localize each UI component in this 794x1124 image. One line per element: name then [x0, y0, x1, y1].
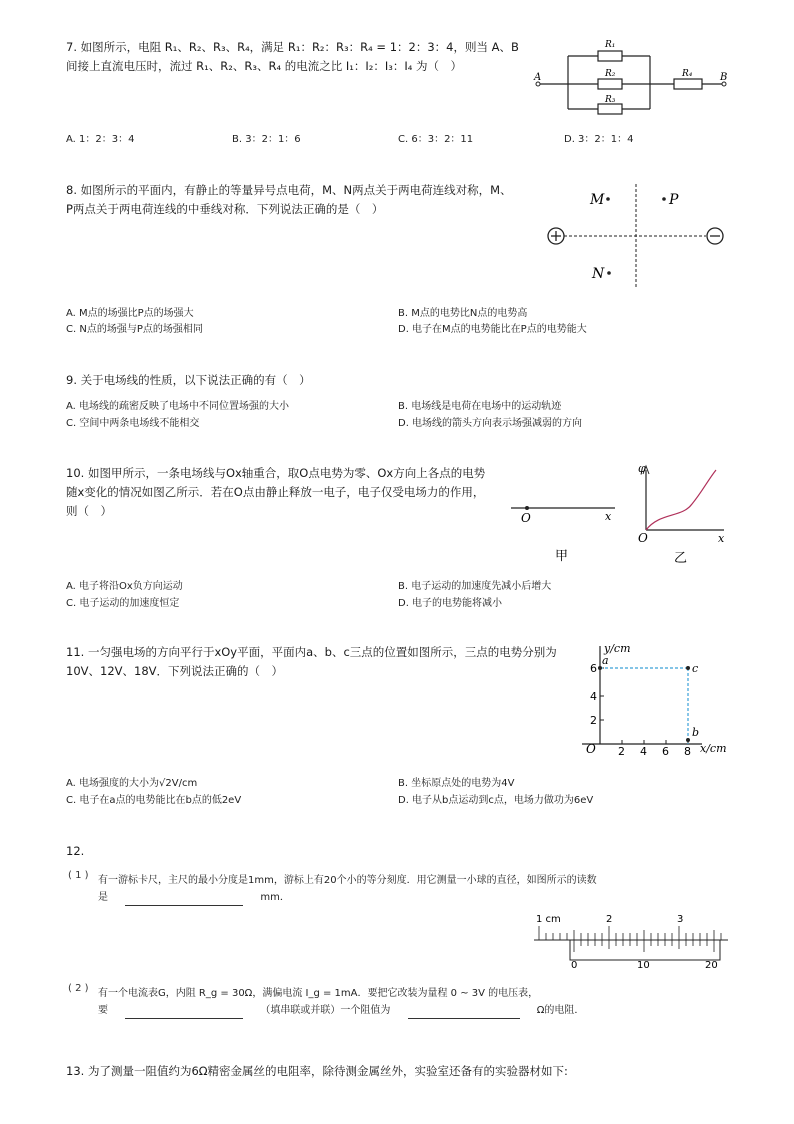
yi-phi-label: φ — [638, 462, 646, 475]
yi-potential-curve — [646, 470, 716, 530]
point-b-dot — [686, 738, 690, 742]
q12-part2-mid: （填串联或并联）一个阻值为 — [260, 1005, 391, 1016]
q11-option-b[interactable]: B. 坐标原点处的电势为4V — [398, 778, 515, 789]
q11-coordinate-figure — [578, 640, 728, 758]
q11-xtick-8: 8 — [684, 745, 691, 758]
q10-option-b[interactable]: B. 电子运动的加速度先减小后增大 — [398, 581, 552, 592]
main-scale-label-2: 2 — [606, 914, 613, 925]
r1-label: R₁ — [605, 40, 616, 50]
q7-option-b[interactable]: B. 3：2：1：6 — [232, 134, 301, 145]
point-m-label: M — [590, 192, 605, 208]
q9-option-c[interactable]: C. 空间中两条电场线不能相交 — [66, 418, 200, 429]
r4-resistor — [674, 79, 702, 89]
point-n-label: N — [592, 266, 605, 282]
main-scale-label-1cm: 1 cm — [536, 914, 561, 925]
q9-option-d[interactable]: D. 电场线的箭头方向表示场强减弱的方向 — [398, 418, 583, 429]
vernier-slider — [570, 940, 720, 960]
q10-option-d[interactable]: D. 电子的电势能将减小 — [398, 598, 503, 609]
q8-option-c[interactable]: C. N点的场强与P点的场强相同 — [66, 324, 203, 335]
q12-part2-text — [98, 985, 698, 1019]
q10-stem-line3: 则（ ） — [66, 504, 112, 518]
origin-dot — [525, 506, 529, 510]
q9-stem — [66, 371, 531, 390]
q12-part2-line2 — [98, 1002, 698, 1019]
q9-option-b[interactable]: B. 电场线是电荷在电场中的运动轨迹 — [398, 401, 562, 412]
q11-stem-line1: 11. 一匀强电场的方向平行于xOy平面，平面内a、b、c三点的位置如图所示，三点的电势分别为 — [66, 645, 557, 659]
q8-option-a[interactable]: A. M点的场强比P点的场强大 — [66, 308, 194, 319]
terminal-b-label: B — [720, 72, 728, 83]
q12-part2-line1: 有一个电流表G，内阻 R_g = 30Ω，满偏电流 I_g = 1mA．要把它改装为量程 0 ~ 3V 的电压表， — [98, 988, 539, 999]
q11-x-axis-label: x/cm — [700, 742, 727, 755]
q7-option-c[interactable]: C. 6：3：2：11 — [398, 134, 474, 145]
q8-charges-diagram — [540, 180, 730, 292]
q11-xtick-6: 6 — [662, 745, 669, 758]
q12-number: 12. — [66, 844, 85, 858]
q13-stem — [66, 1062, 666, 1081]
q11-option-d[interactable]: D. 电子从b点运动到c点，电场力做功为6eV — [398, 795, 594, 806]
q12-part2-post: Ω的电阻． — [536, 1005, 585, 1016]
jia-x-label: x — [605, 510, 612, 523]
q7-stem-line1: 7. 如图所示，电阻 R₁、R₂、R₃、R₄，满足 R₁：R₂：R₃：R₄ = 1：2：3：4，则当 A、B — [66, 40, 519, 54]
r3-label: R₃ — [605, 95, 616, 105]
vernier-caliper-figure — [532, 910, 732, 972]
q8-option-d[interactable]: D. 电子在M点的电势能比在P点的电势能大 — [398, 324, 587, 335]
q9-stem-line1: 9. 关于电场线的性质，以下说法正确的有（ ） — [66, 373, 311, 387]
point-n-dot — [607, 271, 611, 275]
yi-x-label: x — [718, 532, 725, 545]
q7-circuit-diagram — [532, 36, 732, 116]
q8-option-b[interactable]: B. M点的电势比N点的电势高 — [398, 308, 528, 319]
r4-label: R₄ — [682, 69, 693, 79]
r2-resistor — [598, 79, 622, 89]
vernier-label-20: 20 — [705, 960, 718, 971]
point-m-dot — [606, 197, 610, 201]
r1-resistor — [598, 51, 622, 61]
q7-option-d[interactable]: D. 3：2：1：4 — [564, 134, 634, 145]
yi-caption: 乙 — [674, 551, 688, 566]
q12-part1-number: ( 1 ) — [68, 870, 89, 881]
q11-xtick-2: 2 — [618, 745, 625, 758]
positive-charge-icon — [548, 228, 564, 244]
q11-ytick-6: 6 — [590, 662, 597, 675]
terminal-a-label: A — [534, 72, 542, 83]
yi-origin-label: O — [638, 531, 648, 545]
q12-part2-connection-blank[interactable] — [125, 1006, 243, 1019]
q7-stem-line2: 间接上直流电压时，流过 R₁、R₂、R₃、R₄ 的电流之比 I₁：I₂：I₃：I₄ 为（ ） — [66, 59, 463, 73]
q10-figure-yi-graph — [630, 460, 730, 568]
point-p-dot — [662, 197, 666, 201]
q10-option-c[interactable]: C. 电子运动的加速度恒定 — [66, 598, 180, 609]
q12-part1-line2 — [98, 889, 698, 906]
q11-option-c[interactable]: C. 电子在a点的电势能比在b点的低2eV — [66, 795, 242, 806]
q11-stem — [66, 643, 576, 681]
vernier-label-10: 10 — [637, 960, 650, 971]
q12-part2-resistance-blank[interactable] — [408, 1006, 520, 1019]
q10-stem-line1: 10. 如图甲所示，一条电场线与Ox轴重合，取O点电势为零、Ox方向上各点的电势 — [66, 466, 486, 480]
q12-part2-pre: 要 — [98, 1005, 108, 1016]
point-p-label: P — [669, 192, 679, 208]
q12-part1-answer-blank[interactable] — [125, 893, 243, 906]
point-c-label: c — [692, 662, 699, 675]
q9-option-a[interactable]: A. 电场线的疏密反映了电场中不同位置场强的大小 — [66, 401, 290, 412]
jia-caption: 甲 — [555, 549, 569, 564]
q13-stem-line1: 13. 为了测量一阻值约为6Ω精密金属丝的电阻率，除待测金属丝外，实验室还备有的实验器材如下: — [66, 1064, 568, 1078]
q11-ytick-4: 4 — [590, 690, 597, 703]
q11-ytick-2: 2 — [590, 714, 597, 727]
q10-figure-jia — [505, 490, 625, 565]
r3-resistor — [598, 104, 622, 114]
q8-stem-line2: P两点关于两电荷连线的中垂线对称．下列说法正确的是（ ） — [66, 202, 384, 216]
main-scale-label-3: 3 — [677, 914, 684, 925]
point-a-label: a — [602, 654, 609, 667]
q12-part1-text — [98, 872, 698, 906]
q12-part1-unit: mm． — [260, 892, 290, 903]
q11-stem-line2: 10V、12V、18V．下列说法正确的（ ） — [66, 664, 283, 678]
q12-part1-line1: 有一游标卡尺，主尺的最小分度是1mm，游标上有20个小的等分刻度．用它测量一小球的直径，如图所示的读数 — [98, 875, 597, 886]
q11-option-a[interactable]: A. 电场强度的大小为√2V/cm — [66, 778, 198, 789]
main-scale-ticks — [539, 926, 721, 940]
r2-label: R₂ — [605, 69, 616, 79]
point-b-label: b — [692, 726, 700, 739]
q10-option-a[interactable]: A. 电子将沿Ox负方向运动 — [66, 581, 183, 592]
negative-charge-icon — [707, 228, 723, 244]
q11-xtick-4: 4 — [640, 745, 647, 758]
q11-y-axis-label: y/cm — [604, 642, 631, 655]
q10-stem-line2: 随x变化的情况如图乙所示．若在O点由静止释放一电子，电子仅受电场力的作用， — [66, 485, 485, 499]
jia-origin-label: O — [521, 511, 531, 525]
q12-part1-pre: 是 — [98, 892, 108, 903]
vernier-label-0: 0 — [571, 960, 578, 971]
q8-stem — [66, 181, 531, 219]
q7-option-a[interactable]: A. 1：2：3：4 — [66, 134, 135, 145]
q8-stem-line1: 8. 如图所示的平面内，有静止的等量异号点电荷，M、N两点关于两电荷连线对称，M、 — [66, 183, 512, 197]
q10-stem — [66, 464, 531, 521]
q7-stem — [66, 38, 531, 76]
point-c-dot — [686, 666, 690, 670]
q11-origin-label: O — [586, 742, 596, 756]
q12-part2-number: ( 2 ) — [68, 983, 89, 994]
